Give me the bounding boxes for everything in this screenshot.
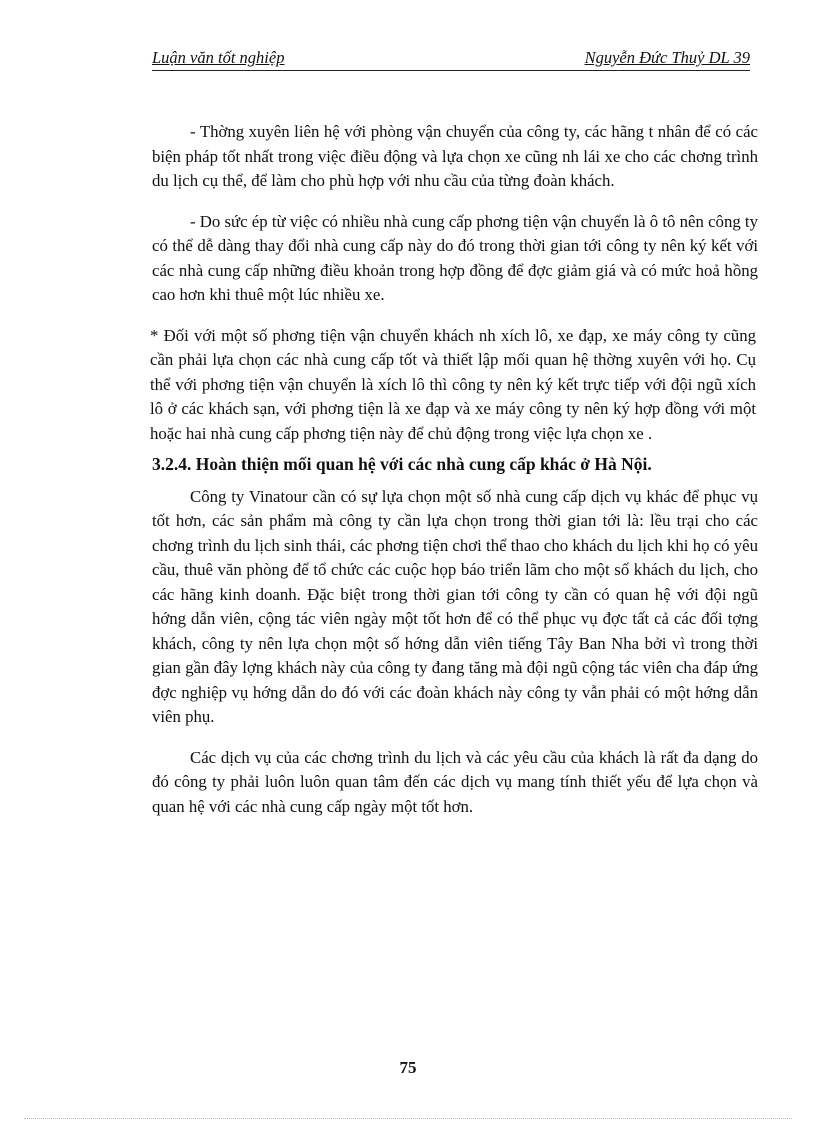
paragraph-vinatour-suppliers: Công ty Vinatour cần có sự lựa chọn một số nhà cung cấp dịch vụ khác để phục vụ tốt hơn, các sản phẩm mà công ty cần lựa chọn trong thời gian tới là: lều trại cho các chơng trình du lịch sinh thái, các phơng tiện chơi thể thao cho khách du lịch khi họ có yêu cầu, thuê văn phòng để tổ chức các cuộc họp báo triển lãm cho một số khách du lịch, cho các hãng kinh doanh. Đặc biệt trong thời gian tới công ty cần có quan hệ với đội ngũ hớng dẫn viên, cộng tác viên ngày một tốt hơn để có thể phục vụ đợc tất cả các đối tợng khách, công ty nên lựa chọn một số hớng dẫn viên tiếng Tây Ban Nha bởi vì trong thời gian gần đây lợng khách này của công ty đang tăng mà đội ngũ cộng tác viên cha đáp ứng đợc nghiệp vụ hớng dẫn do đó với các đoàn khách này công ty vẫn phải có một hớng dẫn viên phụ. xyxy=(152,486,758,726)
header-author-label: Nguyễn Đức Thuỷ DL 39 xyxy=(584,48,750,67)
section-heading: 3.2.4. Hoàn thiện mối quan hệ với các nhà cung cấp khác ở Hà Nội. xyxy=(152,454,652,474)
paragraph-transport-department: - Thờng xuyên liên hệ với phòng vận chuyển của công ty, các hãng t nhân để có các biện pháp tốt nhất trong việc điều động và lựa chọn xe cũng nh lái xe cho các chơng trình du lịch cụ thể, để làm cho phù hợp với nhu cầu của từng đoàn khách. xyxy=(152,122,758,190)
paragraph-supplier-pressure: - Do sức ép từ việc có nhiều nhà cung cấp phơng tiện vận chuyển là ô tô nên công ty có thể dễ dàng thay đổi nhà cung cấp này do đó trong thời gian tới công ty nên ký kết với các nhà cung cấp những điều khoản trong hợp đồng để đợc giảm giá và có mức hoả hồng cao hơn khi thuê một lúc nhiều xe. xyxy=(152,211,758,304)
paragraph-local-vehicles: * Đối với một số phơng tiện vận chuyển khách nh xích lô, xe đạp, xe máy công ty cũng cần phải lựa chọn các nhà cung cấp tốt và thiết lập mối quan hệ thờng xuyên với họ. Cụ thể với phơng tiện vận chuyển là xích lô thì công ty nên ký kết trực tiếp với đội ngũ xích lô ở các khách sạn, với phơng tiện là xe đạp và xe máy công ty nên ký hợp đồng với một hoặc hai nhà cung cấp phơng tiện này để chủ động trong việc lựa chọn xe . xyxy=(150,325,756,443)
document-body xyxy=(152,120,758,835)
header-thesis-label: Luận văn tốt nghiệp xyxy=(152,48,285,67)
page-number: 75 xyxy=(399,1058,417,1077)
footer-divider xyxy=(24,1118,792,1119)
paragraph-services-conclusion: Các dịch vụ của các chơng trình du lịch và các yêu cầu của khách là rất đa dạng do đó công ty phải luôn luôn quan tâm đến các dịch vụ mang tính thiết yếu để lựa chọn và quan hệ với các nhà cung cấp ngày một tốt hơn. xyxy=(152,747,758,816)
running-header xyxy=(152,48,750,71)
